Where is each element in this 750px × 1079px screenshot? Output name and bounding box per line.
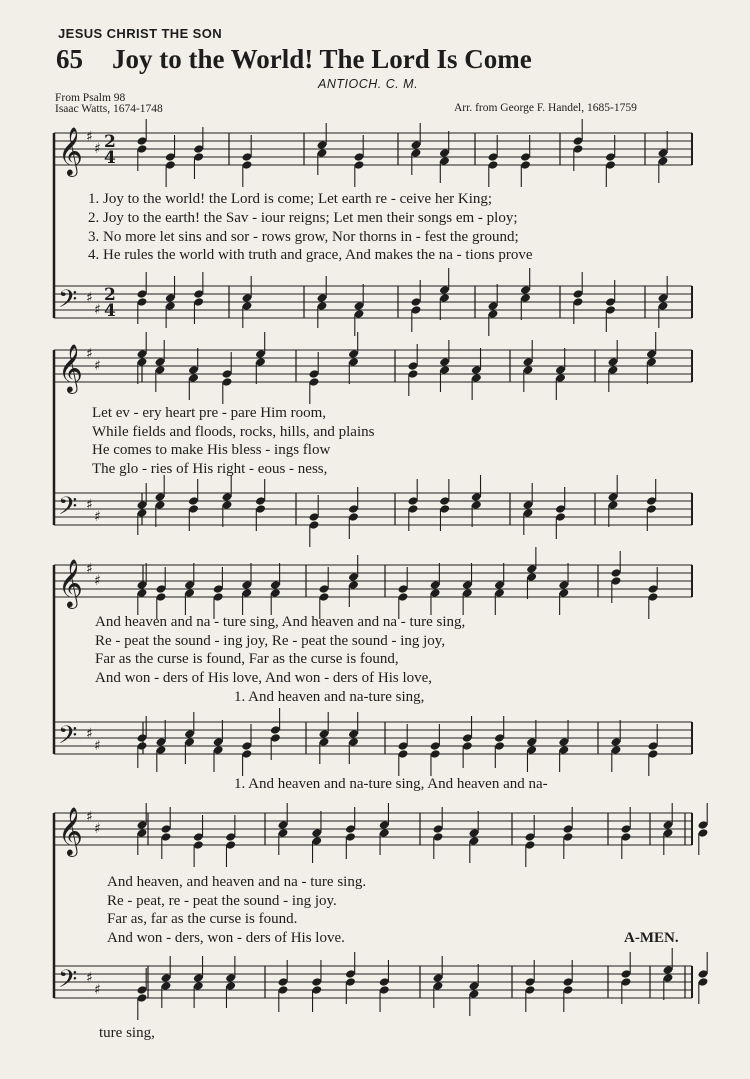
system3-bass-clef-icon: 𝄢 xyxy=(58,721,78,756)
lyric-verse3-line4: Far as, far as the curse is found. xyxy=(107,911,298,927)
system1-sharp-icon: ♯ xyxy=(94,302,101,318)
hymn-title: Joy to the World! The Lord Is Come xyxy=(112,44,532,74)
system1-sharp-icon: ♯ xyxy=(94,141,101,157)
lyric-verse1-line2: Let ev - ery heart pre - pare Him room, xyxy=(92,405,327,421)
amen-label: A-MEN. xyxy=(624,930,679,946)
tune-name: ANTIOCH. C. M. xyxy=(318,77,419,91)
system2-bass-clef-icon: 𝄢 xyxy=(58,492,78,527)
lyric-verse4-line2: The glo - ries of His right - eous - ness, xyxy=(92,461,328,477)
system2-sharp-icon: ♯ xyxy=(94,509,101,525)
system1-time-signature: 4 xyxy=(104,301,116,321)
system3-sharp-icon: ♯ xyxy=(94,573,101,589)
text-source: From Psalm 98 xyxy=(55,92,126,104)
section-heading: JESUS CHRIST THE SON xyxy=(58,26,223,41)
system1-time-signature: 2 xyxy=(104,132,116,152)
lyric-bass-line4: ture sing, xyxy=(99,1025,155,1041)
system1-sharp-icon: ♯ xyxy=(86,129,93,145)
author: Isaac Watts, 1674-1748 xyxy=(55,103,163,115)
lyric-verse3-line3: Far as the curse is found, Far as the curse is found, xyxy=(95,651,399,667)
system1-time-signature: 2 xyxy=(104,285,116,305)
lyric-verse4-line1: 4. He rules the world with truth and grace, And makes the na - tions prove xyxy=(88,247,533,263)
lyric-verse4-line3: And won - ders of His love, And won - ders of His love, xyxy=(95,670,433,686)
system2-sharp-icon: ♯ xyxy=(86,346,93,362)
lyric-bass-line3: 1. And heaven and na-ture sing, And heaven and na- xyxy=(234,776,548,792)
system4-sharp-icon: ♯ xyxy=(94,982,101,998)
system3-sharp-icon: ♯ xyxy=(86,726,93,742)
lyric-verse1-line3: And heaven and na - ture sing, And heaven and na - ture sing, xyxy=(95,614,466,630)
system4-sharp-icon: ♯ xyxy=(94,821,101,837)
arranger: Arr. from George F. Handel, 1685-1759 xyxy=(454,102,637,114)
lyric-alto-line3: 1. And heaven and na-ture sing, xyxy=(234,689,425,705)
system1-sharp-icon: ♯ xyxy=(86,290,93,306)
system1-treble-clef-icon: 𝄞 xyxy=(58,126,83,175)
lyric-verse2-line1: 2. Joy to the earth! the Sav - iour reigns; Let men their songs em - ploy; xyxy=(88,210,518,226)
system1-time-signature: 4 xyxy=(104,148,116,168)
system3-sharp-icon: ♯ xyxy=(94,738,101,754)
system2-sharp-icon: ♯ xyxy=(86,497,93,513)
lyric-verse3-line1: 3. No more let sins and sor - rows grow, Nor thorns in - fest the ground; xyxy=(88,229,519,245)
lyric-verse4-line4: And won - ders, won - ders of His love. xyxy=(107,930,345,946)
hymn-number: 65 xyxy=(56,44,83,74)
lyric-verse3-line2: He comes to make His bless - ings flow xyxy=(92,442,331,458)
lyric-verse2-line4: Re - peat, re - peat the sound - ing joy. xyxy=(107,893,337,909)
lyric-verse2-line3: Re - peat the sound - ing joy, Re - peat the sound - ing joy, xyxy=(95,633,446,649)
system1-bass-clef-icon: 𝄢 xyxy=(58,285,78,320)
lyric-verse2-line2: While fields and floods, rocks, hills, and plains xyxy=(92,424,375,440)
lyric-verse1-line4: And heaven, and heaven and na - ture sing. xyxy=(107,874,367,890)
system4-sharp-icon: ♯ xyxy=(86,970,93,986)
system4-bass-clef-icon: 𝄢 xyxy=(58,965,78,1000)
system4-treble-clef-icon: 𝄞 xyxy=(58,806,83,855)
system3-sharp-icon: ♯ xyxy=(86,561,93,577)
system3-treble-clef-icon: 𝄞 xyxy=(58,558,83,607)
lyric-verse1-line1: 1. Joy to the world! the Lord is come; Let earth re - ceive her King; xyxy=(88,191,493,207)
system4-sharp-icon: ♯ xyxy=(86,809,93,825)
system2-treble-clef-icon: 𝄞 xyxy=(58,343,83,392)
system2-sharp-icon: ♯ xyxy=(94,358,101,374)
